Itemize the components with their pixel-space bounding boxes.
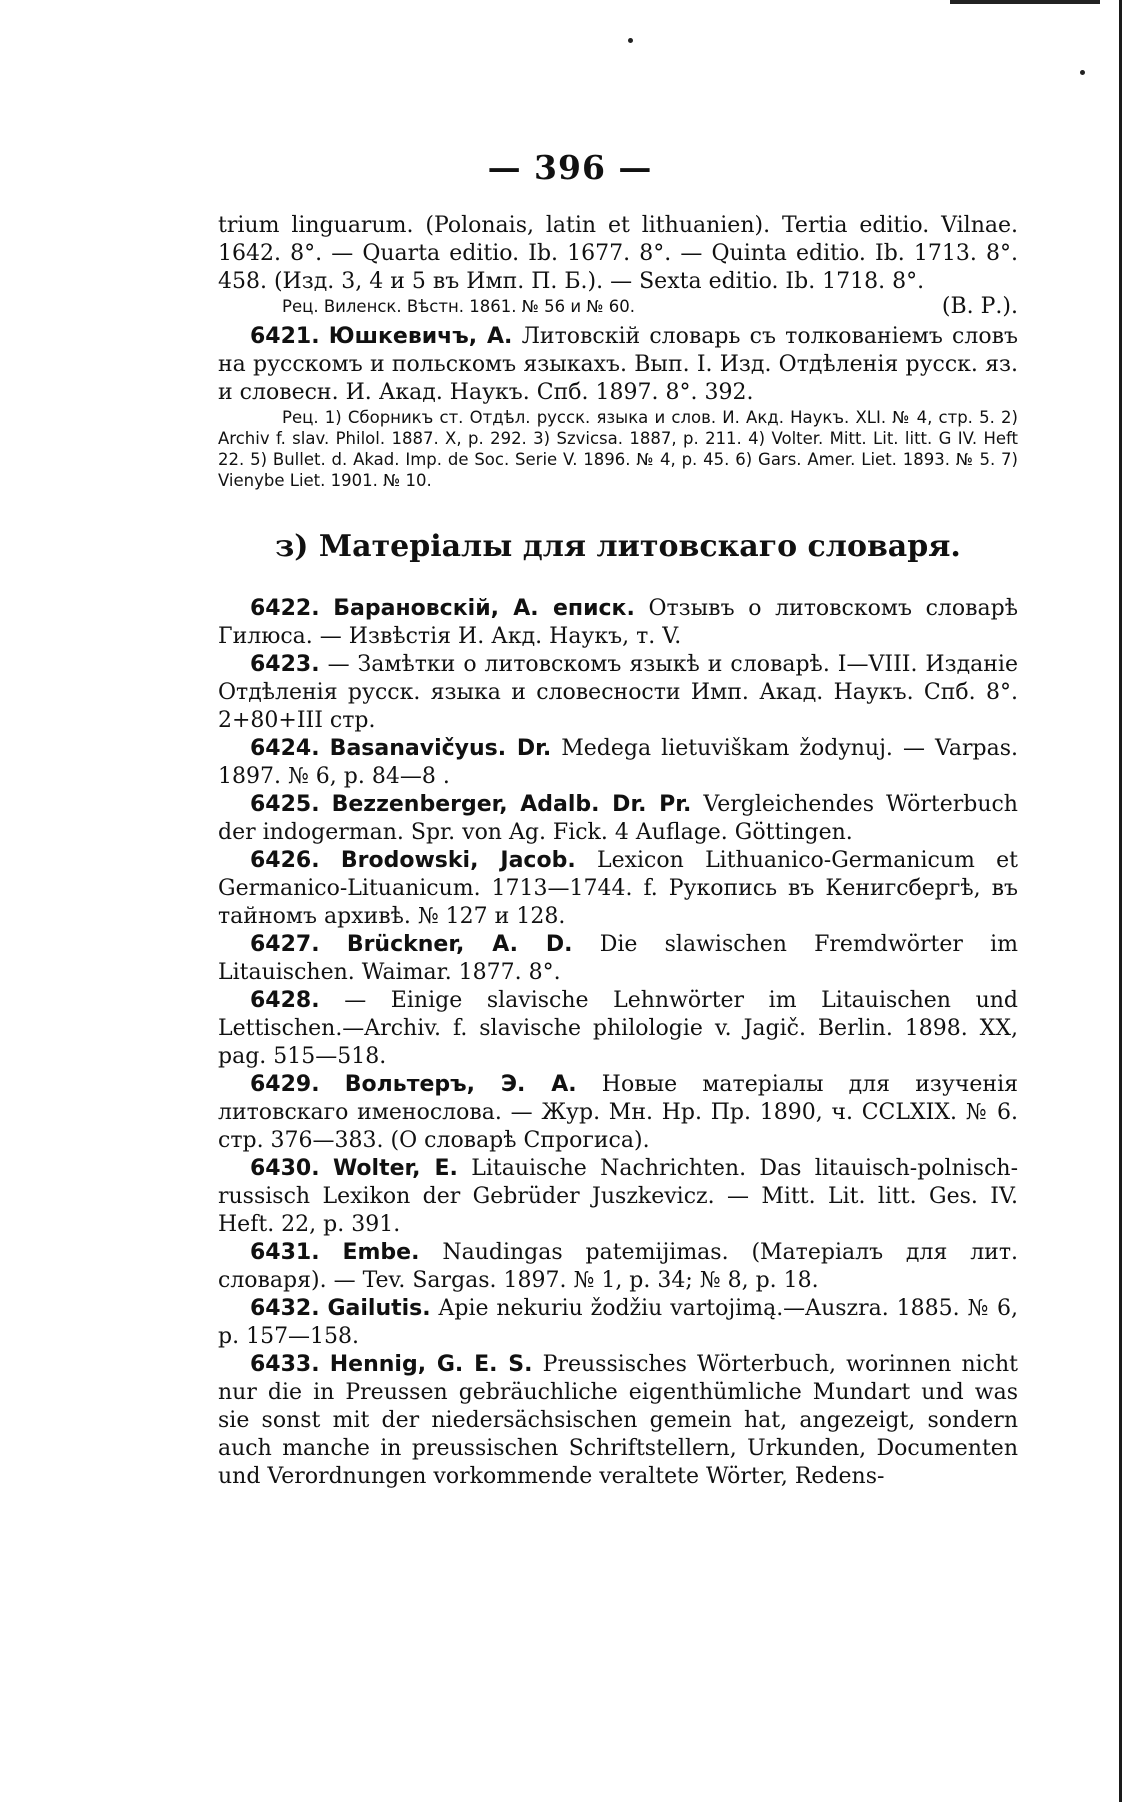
entry	[218, 1239, 1018, 1295]
entry-number: 6423.	[250, 652, 320, 677]
entry-number: 6421.	[250, 324, 320, 349]
entry-number: 6422.	[250, 596, 320, 621]
entry-text: Vergleichendes Wörterbuch der indogerman. Spr. von Ag. Fick. 4 Auflage. Göttingen.	[218, 792, 1018, 845]
entry-author: Basanavičyus. Dr.	[329, 736, 552, 761]
entry-text: Naudingas patemijimas. (Матеріалъ для лит. словаря). — Tev. Sargas. 1897. № 1, p. 34; № 8, p. 18.	[218, 1240, 1019, 1293]
entry-number: 6433.	[250, 1352, 320, 1377]
entry-author: Вольтеръ, Э. А.	[344, 1072, 577, 1097]
intro-review	[218, 296, 1018, 317]
intro-review-text: Рец. Виленск. Вѣстн. 1861. № 56 и № 60.	[282, 297, 635, 316]
entry-text: — Einige slavische Lehnwörter im Litauischen und Lettischen.—Archiv. f. slavische philologie v. Jagič. Berlin. 1898. XX, pag. 515—518.	[218, 988, 1018, 1069]
entry	[218, 735, 1018, 791]
entry-number: 6425.	[250, 792, 320, 817]
entry-number: 6430.	[250, 1156, 320, 1181]
entry-review: Рец. 1) Сборникъ ст. Отдѣл. русск. языка и слов. И. Акд. Наукъ. XLI. № 4, стр. 5. 2) Archiv f. slav. Philol. 1887. X, p. 292. 3) Szvicsa. 1887, p. 211. 4) Volter. Mitt. Lit. litt. G IV. Heft 22. 5) Bullet. d. Akad. Imp. de Soc. Serie V. 1896. № 4, p. 45. 6) Gars. Amer. Liet. 1893. № 5. 7) Vienybe Liet. 1901. № 10.	[218, 408, 1018, 490]
entry-text: Apie nekuriu žodžiu vartojimą.—Auszra. 1885. № 6, p. 157—158.	[218, 1296, 1018, 1349]
entry-text: Litauische Nachrichten. Das litauisch-polnisch-russisch Lexikon der Gebrüder Juszkevicz. — Mitt. Lit. litt. Ges. IV. Heft. 22, p. 391.	[218, 1156, 1019, 1237]
entry-text: Lexicon Lithuanico-Germanicum et Germanico-Lituanicum. 1713—1744. f. Рукопись въ Кенигсбергѣ, въ тайномъ архивѣ. № 127 и 128.	[218, 848, 1019, 929]
entry-text: Отзывъ о литовскомъ словарѣ Гилюса. — Извѣстія И. Акд. Наукъ, т. V.	[218, 596, 1018, 649]
page-number: — 396 —	[487, 148, 653, 187]
intro-signature: (В. Р.).	[941, 294, 1018, 319]
entry-author: Hennig, G. E. S.	[329, 1352, 533, 1377]
scan-speck	[1080, 70, 1085, 75]
page-body	[218, 212, 1018, 1491]
entry-number: 6432.	[250, 1296, 320, 1321]
entry	[218, 1155, 1018, 1239]
entry-text: Preussisches Wörterbuch, worinnen nicht nur die in Preussen gebräuchliche eigenthümliche Mundart und was sie sonst mit der niedersächsischen gemein hat, angezeigt, sondern auch manche in preussischen Schriftstellern, Urkunden, Documenten und Verordnungen vorkommende veraltete Wörter, Redens-	[218, 1352, 1018, 1489]
entry-author: Brodowski, Jacob.	[340, 848, 576, 873]
scan-edge-mark	[950, 0, 1100, 4]
entry-author: Юшкевичъ, А.	[328, 324, 513, 349]
scan-speck	[628, 38, 633, 43]
entry-text: — Замѣтки о литовскомъ языкѣ и словарѣ. I—VIII. Изданіе Отдѣленія русск. языка и словесности Имп. Акад. Наукъ. Спб. 8°. 2+80+III стр.	[218, 652, 1018, 733]
entry	[218, 931, 1018, 987]
entry	[218, 1071, 1018, 1155]
entry-author: Барановскій, А. епиcк.	[333, 596, 635, 621]
entry-author: Brückner, A. D.	[346, 932, 573, 957]
scan-page-edge	[1119, 0, 1122, 1802]
entry	[218, 847, 1018, 931]
entry-number: 6426.	[250, 848, 320, 873]
entry	[218, 1295, 1018, 1351]
entry-text: Medega lietuviškam žodynuj. — Varpas. 1897. № 6, p. 84—8 .	[218, 736, 1019, 789]
entry-text: Die slawischen Fremdwörter im Litauischen. Waimar. 1877. 8°.	[218, 932, 1018, 985]
entry-number: 6429.	[250, 1072, 320, 1097]
entry	[218, 651, 1018, 735]
entry	[218, 595, 1018, 651]
entry-number: 6427.	[250, 932, 320, 957]
entry-author: Gailutis.	[327, 1296, 431, 1321]
entry-author: Bezzenberger, Adalb. Dr. Pr.	[331, 792, 692, 817]
entry-number: 6428.	[250, 988, 320, 1013]
entry	[218, 987, 1018, 1071]
section-heading: з) Матеріалы для литовскаго словаря.	[275, 529, 961, 564]
entry-number: 6424.	[250, 736, 320, 761]
intro-paragraph: trium linguarum. (Polonais, latin et lithuanien). Tertia editio. Vilnae. 1642. 8°. — Quarta editio. Ib. 1677. 8°. — Quinta editio. Ib. 1713. 8°. 458. (Изд. 3, 4 и 5 въ Имп. П. Б.). — Sexta editio. Ib. 1718. 8°.	[218, 213, 1018, 294]
entry	[218, 791, 1018, 847]
entry-text: Литовскій словарь съ толкованіемъ словъ на русскомъ и польскомъ языкахъ. Вып. I. Изд. Отдѣленія русск. яз. и словесн. И. Акад. Наукъ. Спб. 1897. 8°. 392.	[218, 324, 1018, 405]
entry	[218, 1351, 1018, 1491]
entry-author: Wolter, E.	[332, 1156, 458, 1181]
entry-text: Новые матеріалы для изученія литовскаго именослова. — Жур. Мн. Нр. Пр. 1890, ч. CCLXIX. № 6. стр. 376—383. (О словарѣ Спрогиса).	[218, 1072, 1018, 1153]
entry	[218, 323, 1018, 407]
entry-number: 6431.	[250, 1240, 320, 1265]
entry-author: Embe.	[342, 1240, 420, 1265]
